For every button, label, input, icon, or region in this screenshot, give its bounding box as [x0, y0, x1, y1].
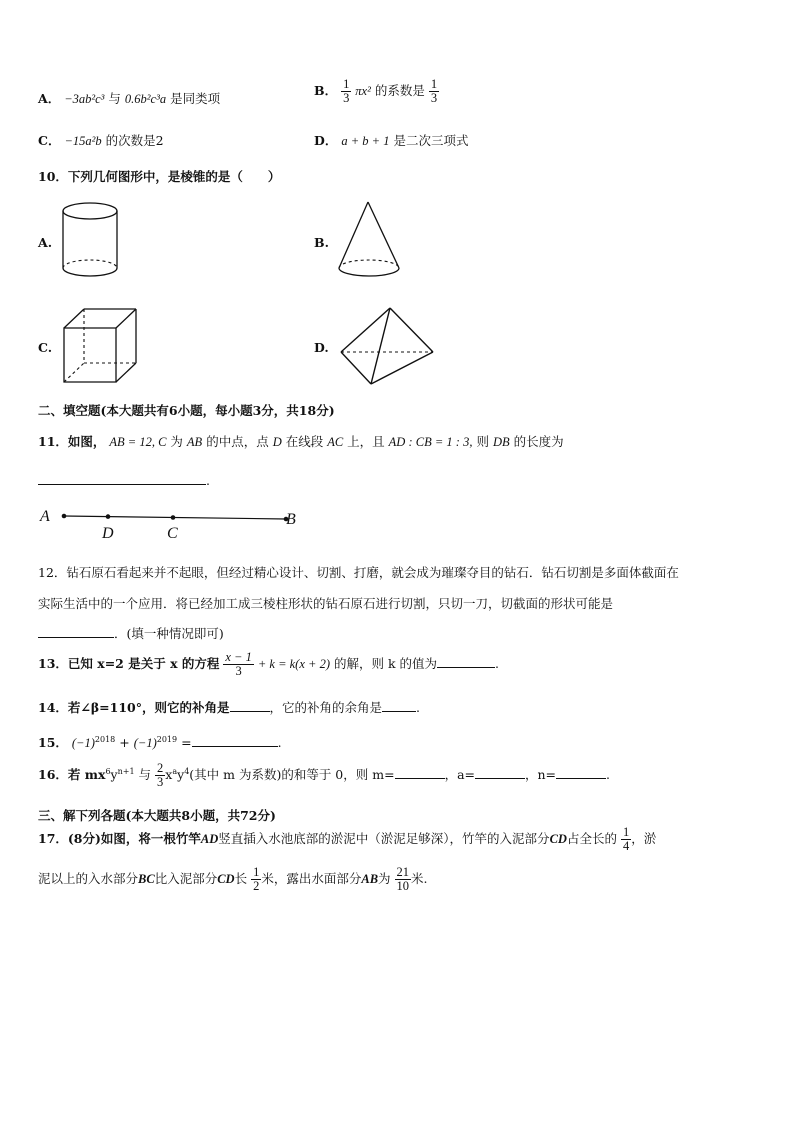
fraction: $\frac{1}{3}$	[343, 77, 350, 106]
q13-blank[interactable]	[437, 655, 495, 668]
cylinder-icon	[60, 200, 120, 280]
option-label: B．	[314, 83, 338, 99]
q13-stem: 13．已知 x=2 是关于 x 的方程 $\frac{x - 1}{3}$ + k = k(x + 2) 的解，则 k 的值为 .	[38, 650, 499, 679]
q9-option-b[interactable]	[314, 78, 439, 105]
option-label: D．	[314, 133, 338, 148]
q16-blank-m[interactable]	[395, 766, 445, 779]
q11-answer-line[interactable]: .	[38, 472, 210, 488]
q10-stem: 10．下列几何图形中，是棱锥的是（ ）	[38, 169, 281, 184]
q14-blank-2[interactable]	[382, 699, 416, 712]
option-text: 是二次三项式	[393, 133, 469, 148]
q15-stem: 15． $(-1)^{2018} + (-1)^{2019}$ = .	[38, 734, 282, 750]
math-expression: + k = k(x + 2)	[257, 657, 330, 672]
option-label: C．	[38, 133, 61, 148]
section-title: 二、填空题(本大题共有6小题，每小题3分，共18分)	[38, 403, 335, 418]
q9-option-d[interactable]	[314, 131, 468, 149]
q11-stem: 11．如图， AB = 12, C 为 AB 的中点，点 D 在线段 AC 上，且 AD : CB = 1 : 3, 则 DB 的长度为	[38, 434, 564, 449]
fraction: $\frac{2}{3}$	[157, 761, 164, 790]
point-label-a: A	[40, 508, 50, 525]
q12-line2: 实际生活中的一个应用．将已经加工成三棱柱形状的钻石原石进行切割，只切一刀，切截面的形状可能是	[38, 596, 614, 611]
pyramid-icon	[338, 306, 438, 386]
option-label: A．	[38, 91, 61, 106]
option-text: 是同类项	[170, 91, 221, 106]
q10-option-c-label[interactable]: C.	[38, 340, 53, 355]
option-text: 的次数是2	[105, 133, 164, 148]
cube-icon	[62, 306, 142, 386]
option-text: 的系数是	[374, 83, 425, 99]
fraction: $\frac{x - 1}{3}$	[225, 650, 252, 679]
cone-icon	[336, 200, 406, 280]
q12-line1: 12．钻石原石看起来并不起眼，但经过精心设计、切割、打磨，就会成为璀璨夺目的钻石．钻石切割是多面体截面在	[38, 565, 679, 580]
q9-option-a[interactable]	[38, 89, 220, 107]
point-label-c: C	[167, 525, 178, 542]
q14-blank-1[interactable]	[230, 699, 270, 712]
point-label-d: D	[102, 525, 114, 542]
option-text: 与	[108, 91, 121, 106]
math-expression: a + b + 1	[341, 134, 390, 148]
q12-answer-line[interactable]: ．(填一种情况即可)	[38, 624, 224, 642]
q10-option-b-label[interactable]: B.	[314, 235, 329, 250]
q16-stem: 16．若 $mx^6y^{n+1}$ 与 $\frac{2}{3}$ $x^ay^4$(其中 m 为系数)的和等于 0，则 m= ，a= ，n= .	[38, 761, 611, 790]
q16-blank-a[interactable]	[475, 766, 525, 779]
q15-blank[interactable]	[192, 734, 278, 747]
math-expression: πx²	[355, 84, 371, 99]
math-expression: AD : CB = 1 : 3,	[388, 435, 473, 449]
q9-option-c[interactable]	[38, 131, 164, 149]
q10-option-a-label[interactable]: A.	[38, 235, 53, 250]
math-expression: 0.6b²c³a	[124, 92, 167, 106]
fraction: $\frac{1}{2}$	[253, 865, 260, 894]
math-expression: −3ab²c³	[64, 92, 105, 106]
math-expression: AB = 12, C	[109, 435, 167, 449]
q14-stem: 14．若∠β=110°，则它的补角是 ，它的补角的余角是 .	[38, 700, 420, 715]
fraction: $\frac{21}{10}$	[396, 865, 410, 894]
section-title: 三、解下列各题(本大题共8小题，共72分)	[38, 808, 276, 823]
q17-line1: 17．(8分)如图，将一根竹竿AD竖直插入水池底部的淤泥中（淤泥足够深），竹竿的入泥部分CD占全长的 $\frac{1}{4}$ ，淤	[38, 825, 657, 854]
fraction: $\frac{1}{4}$	[622, 825, 630, 854]
q10-option-d-label[interactable]: D.	[314, 340, 329, 355]
fraction: $\frac{1}{3}$	[430, 77, 438, 106]
point-label-b: B	[286, 511, 296, 528]
math-expression: −15a²b	[64, 134, 102, 148]
q17-line2: 泥以上的入水部分BC比入泥部分CD长 $\frac{1}{2}$ 米，露出水面部分AB为 $\frac{21}{10}$ 米.	[38, 865, 428, 894]
q16-blank-n[interactable]	[556, 766, 606, 779]
